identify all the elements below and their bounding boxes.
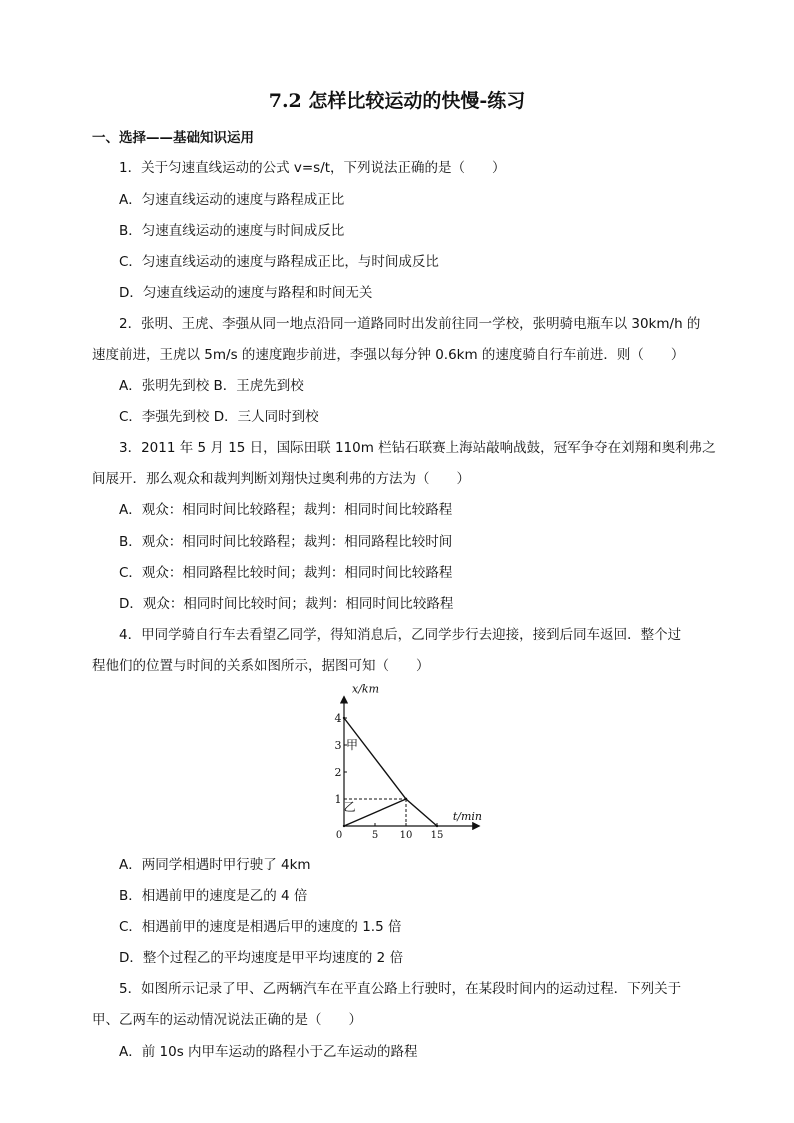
series-line-yi	[344, 799, 406, 826]
q5-option-a: A．前 10s 内甲车运动的路程小于乙车运动的路程	[119, 1044, 418, 1060]
q4-option-a: A．两同学相遇时甲行驶了 4km	[119, 857, 311, 873]
q3-option-c: C．观众：相同路程比较时间；裁判：相同时间比较路程	[119, 565, 453, 581]
section-heading: 一、选择——基础知识运用	[92, 130, 254, 146]
x-tick-label: 0	[335, 830, 343, 841]
q5-stem-line2: 甲、乙两车的运动情况说法正确的是（ ）	[92, 1012, 362, 1028]
q2-options-cd: C．李强先到校 D．三人同时到校	[119, 409, 319, 425]
q4-option-d: D．整个过程乙的平均速度是甲平均速度的 2 倍	[119, 950, 404, 966]
x-tick-label: 15	[430, 830, 444, 841]
q1-option-d: D．匀速直线运动的速度与路程和时间无关	[119, 285, 373, 301]
data-point	[436, 825, 438, 827]
page-title: 7.2 怎样比较运动的快慢-练习	[268, 90, 526, 112]
q3-option-a: A．观众：相同时间比较路程；裁判：相同时间比较路程	[119, 502, 453, 518]
y-tick-label: 4	[334, 712, 342, 725]
q3-stem-line1: 3．2011 年 5 月 15 日，国际田联 110m 栏钻石联赛上海站敲响战鼓，冠军争夺在刘翔和奥利弗之	[119, 440, 716, 456]
q1-stem: 1．关于匀速直线运动的公式 v=s/t，下列说法正确的是（ ）	[119, 160, 506, 176]
y-tick-label: 1	[334, 793, 342, 806]
q4-stem-line2: 程他们的位置与时间的关系如图所示，据图可知（ ）	[92, 658, 430, 674]
y-axis-label: x/km	[352, 682, 380, 696]
x-axis-label: t/min	[452, 810, 482, 823]
q4-stem-line1: 4．甲同学骑自行车去看望乙同学，得知消息后，乙同学步行去迎接，接到后同车返回．整个过	[119, 627, 682, 643]
y-tick-label: 3	[334, 739, 342, 752]
q3-stem-line2: 间展开．那么观众和裁判判断刘翔快过奥利弗的方法为（ ）	[92, 471, 470, 487]
x-tick-label: 10	[399, 830, 413, 841]
q2-stem-line1: 2．张明、王虎、李强从同一地点沿同一道路同时出发前往同一学校，张明骑电瓶车以 30km/h 的	[119, 316, 701, 332]
q3-option-b: B．观众：相同时间比较路程；裁判：相同路程比较时间	[119, 534, 453, 550]
q2-stem-line2: 速度前进，王虎以 5m/s 的速度跑步前进，李强以每分钟 0.6km 的速度骑自行车前进．则（ ）	[92, 347, 685, 363]
data-point	[343, 717, 345, 719]
series-label-jia: 甲	[346, 738, 359, 753]
q1-option-a: A．匀速直线运动的速度与路程成正比	[119, 192, 345, 208]
q5-stem-line1: 5．如图所示记录了甲、乙两辆汽车在平直公路上行驶时，在某段时间内的运动过程．下列关于	[119, 981, 682, 997]
q4-option-c: C．相遇前甲的速度是相遇后甲的速度的 1.5 倍	[119, 919, 402, 935]
q3-option-d: D．观众：相同时间比较时间；裁判：相同时间比较路程	[119, 596, 454, 612]
q2-options-ab: A．张明先到校 B．王虎先到校	[119, 378, 304, 394]
q1-option-b: B．匀速直线运动的速度与时间成反比	[119, 223, 345, 239]
data-point	[405, 798, 407, 800]
y-tick-label: 2	[334, 766, 342, 779]
q4-option-b: B．相遇前甲的速度是乙的 4 倍	[119, 888, 308, 904]
data-point	[405, 798, 407, 800]
series-line-jia	[344, 718, 437, 826]
data-point	[343, 825, 345, 827]
q1-option-c: C．匀速直线运动的速度与路程成正比，与时间成反比	[119, 254, 439, 270]
series-label-yi: 乙	[343, 800, 356, 815]
x-tick-label: 5	[371, 830, 379, 841]
